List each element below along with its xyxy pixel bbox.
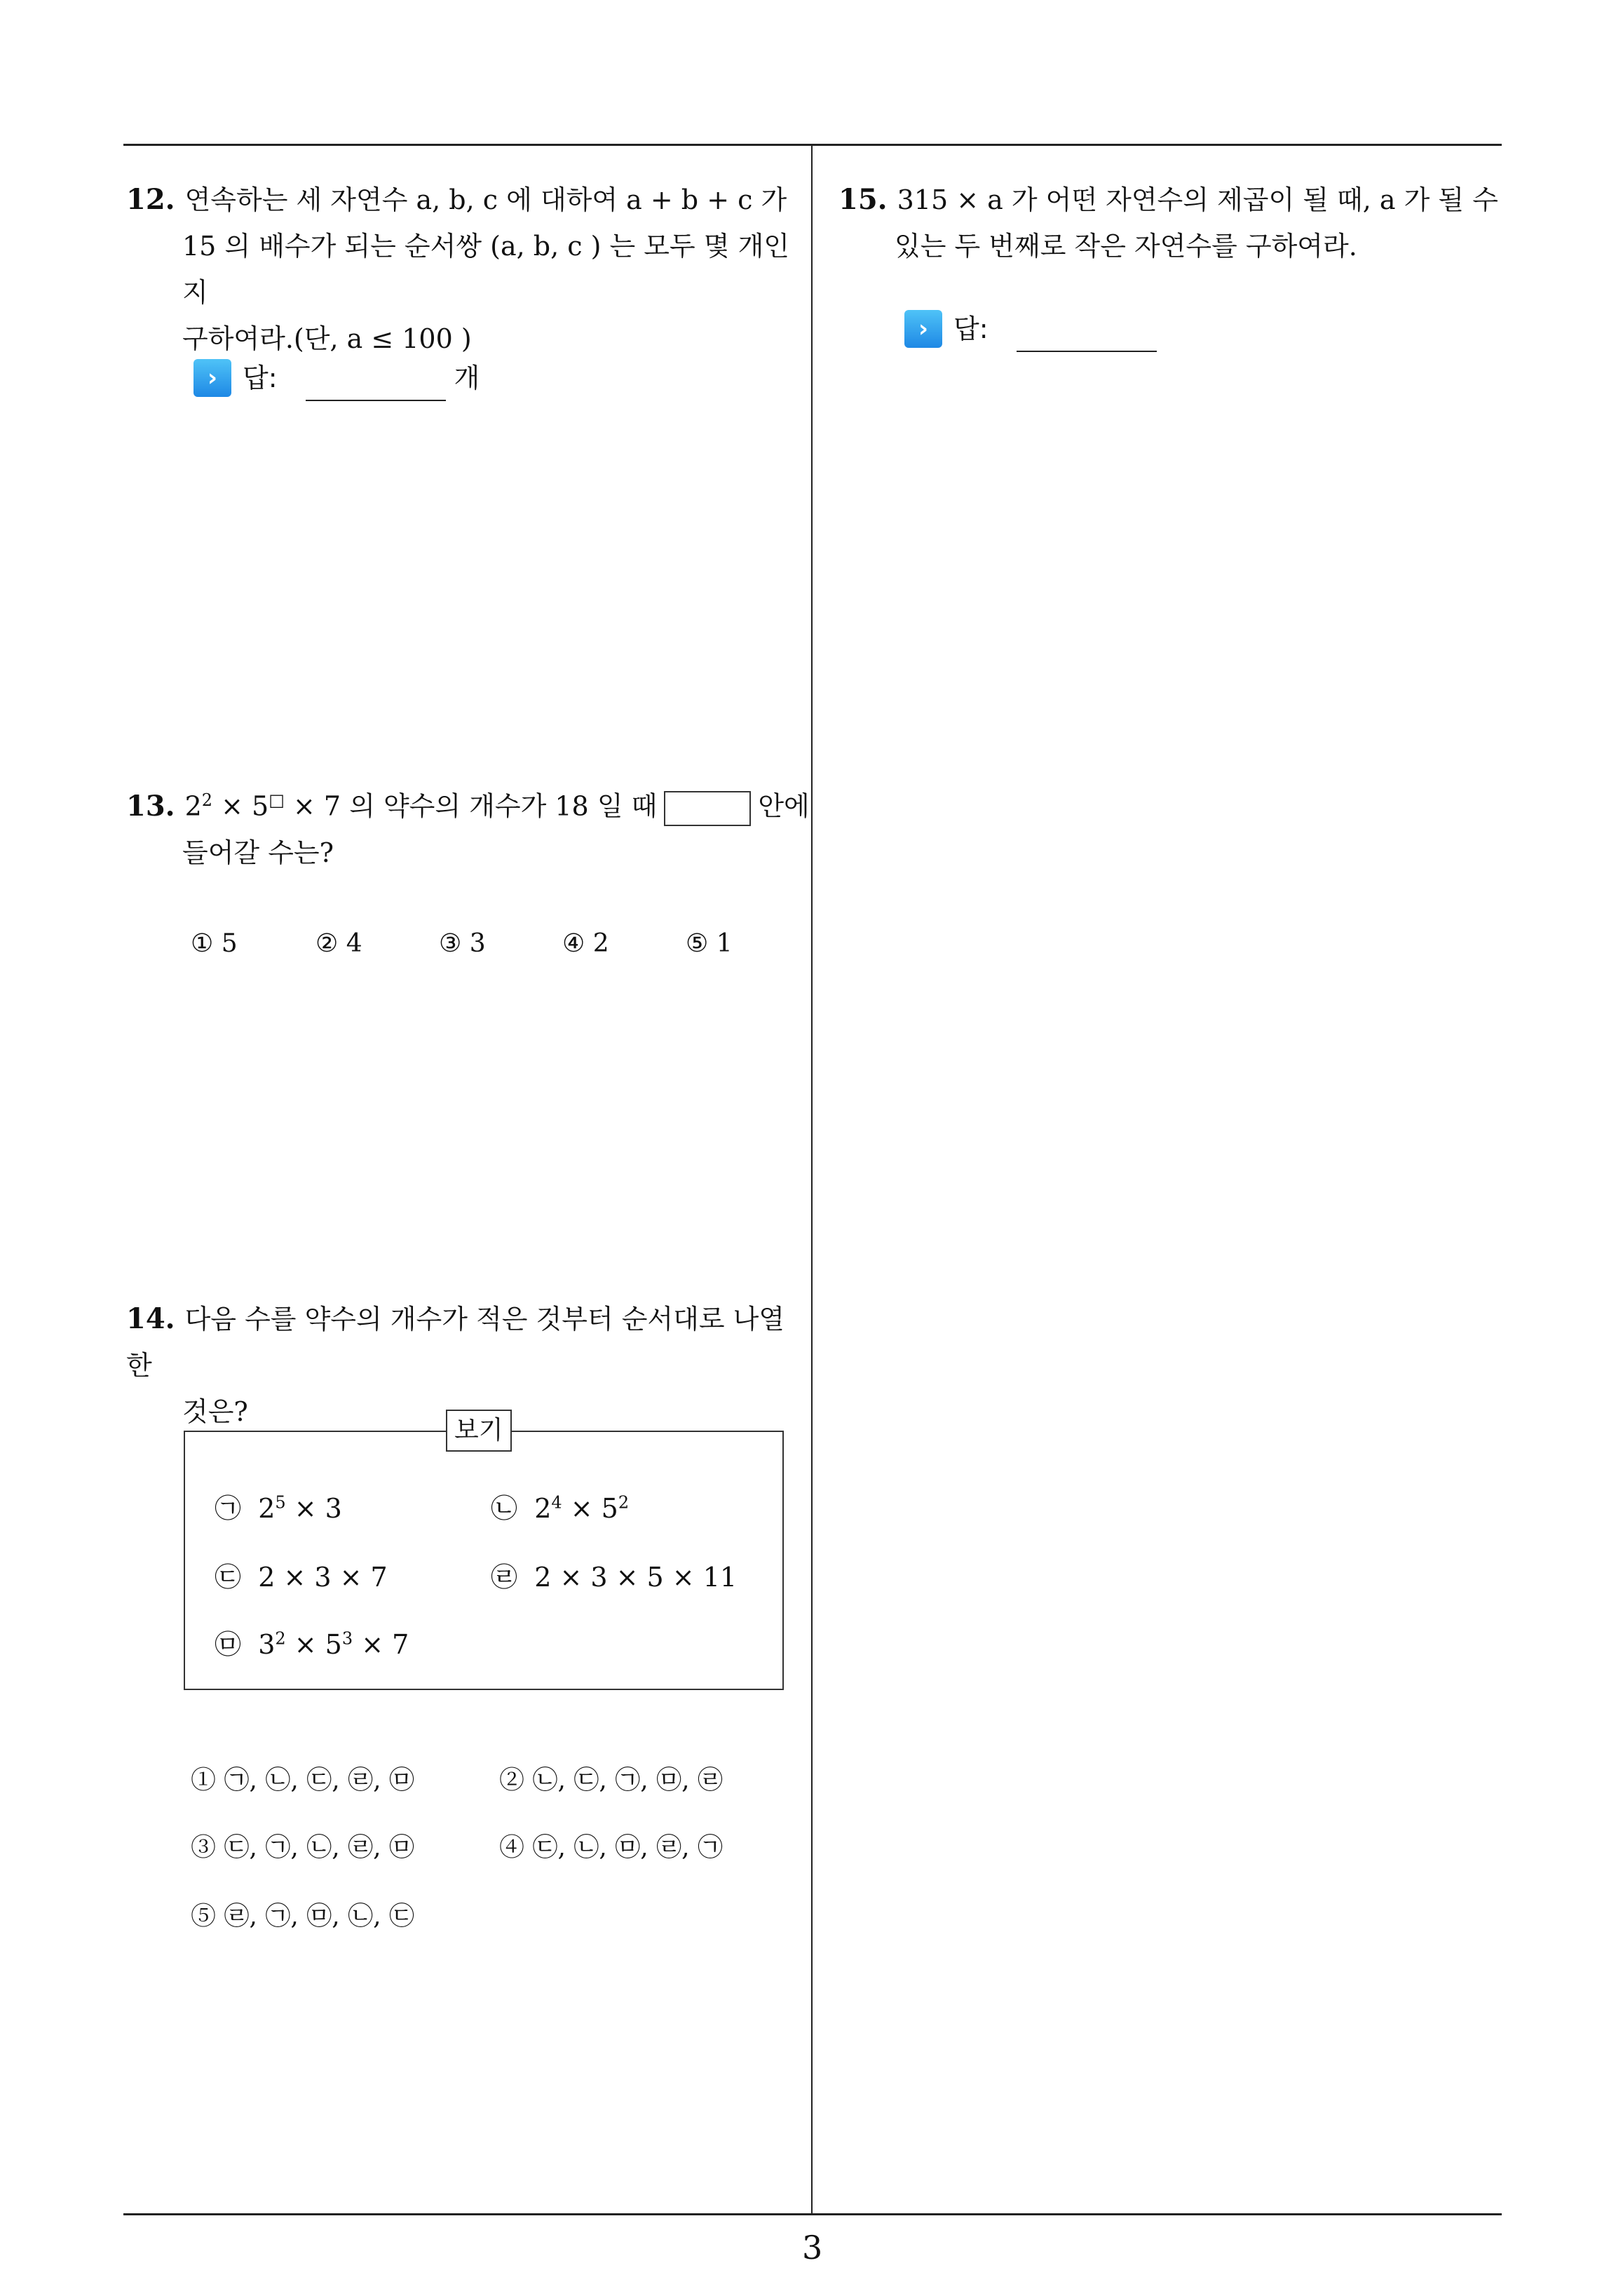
bottom-rule [123,2213,1502,2215]
question-14-line1: 14. 다음 수를 약수의 개수가 적은 것부터 순서대로 나열한 [126,1302,785,1381]
example-item-b: ㉡ $2^4 \times 5^2$ [491,1492,630,1524]
example-item-a: ㉠ $2^5 \times 3$ [215,1492,342,1524]
choice-5[interactable]: ⑤ ㉣, ㉠, ㉤, ㉡, ㉢ [191,1902,414,1931]
answer-unit: 개 [454,363,480,393]
question-14-line2: 것은? [182,1396,248,1427]
column-divider [811,144,813,2215]
question-15-line2: 있는 두 번째로 작은 자연수를 구하여라. [895,231,1357,262]
answer-blank[interactable] [306,359,446,401]
example-item-d: ㉣ 2 × 3 × 5 × 11 [491,1562,738,1593]
question-15-number: 15. [838,183,888,216]
question-15-answer [904,310,1157,352]
question-12 [126,177,799,362]
choice-2[interactable]: ② 4 [315,929,362,958]
question-13-number: 13. [126,789,175,823]
choice-4[interactable]: ④ ㉢, ㉡, ㉤, ㉣, ㉠ [499,1833,723,1862]
choice-3[interactable]: ③ ㉢, ㉠, ㉡, ㉣, ㉤ [191,1833,414,1862]
top-rule [123,144,1502,146]
question-12-answer [193,359,480,401]
chevron-right-icon: › [193,359,231,397]
question-12-number: 12. [126,183,175,216]
example-box-title: 보기 [446,1410,512,1452]
choice-4[interactable]: ④ 2 [562,929,609,958]
page-number: 3 [802,2229,823,2267]
question-12-line2: 15 의 배수가 되는 순서쌍 (a, b, c ) 는 모두 몇 개인지 [182,231,789,308]
example-item-c: ㉢ 2 × 3 × 7 [215,1562,388,1593]
answer-label: 답: [243,363,278,393]
choice-3[interactable]: ③ 3 [439,929,486,958]
question-13-choices [191,929,794,964]
answer-label: 답: [953,313,989,344]
question-13-line1: 13. $2^2 \times 5^□ \times 7$ 의 약수의 개수가 18 일 때 안에 [126,777,799,830]
choice-1[interactable]: ① ㉠, ㉡, ㉢, ㉣, ㉤ [191,1766,414,1795]
question-14-number: 14. [126,1302,175,1335]
blank-box [664,791,751,826]
question-15-line1: 15. 315 × a 가 어떤 자연수의 제곱이 될 때, a 가 될 수 [838,183,1498,216]
answer-blank[interactable] [1017,310,1157,352]
chevron-right-icon: › [904,310,942,348]
question-12-line1: 12. 연속하는 세 자연수 a, b, c 에 대하여 a + b + c 가 [126,183,787,216]
example-item-e: ㉤ $3^2 \times 5^3 \times 7$ [215,1628,409,1660]
choice-2[interactable]: ② ㉡, ㉢, ㉠, ㉤, ㉣ [499,1766,723,1795]
question-12-line3: 구하여라.(단, a ≤ 100 ) [182,323,472,354]
question-15 [838,177,1498,269]
question-13-line2: 들어갈 수는? [182,837,334,868]
choice-1[interactable]: ① 5 [191,929,238,958]
question-13 [126,777,810,876]
question-14-choices [191,1760,794,1943]
choice-5[interactable]: ⑤ 1 [686,929,733,958]
